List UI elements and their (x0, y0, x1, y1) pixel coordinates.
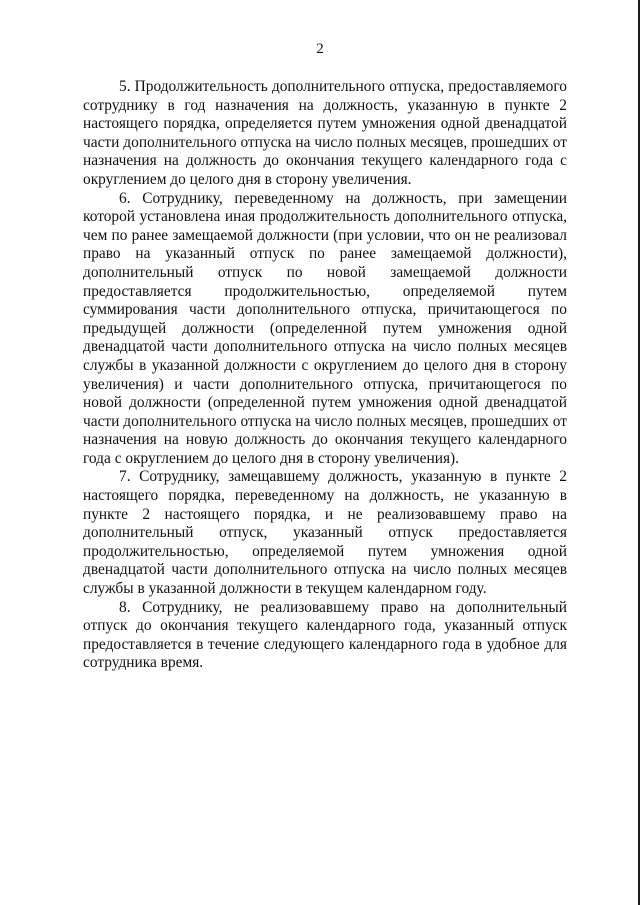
paragraph-6: 6. Сотруднику, переведенному на должность, при замещении которой установлена иная продолжительность дополнительного отпуска, чем по ранее замещаемой должности (при условии, что он не реализовал право на указанный отпуск по ранее замещаемой должности), дополнительный отпуск по новой замещаемой должности предоставляется продолжительностью, определяемой путем суммирования части дополнительного отпуска, причитающегося по предыдущей должности (определенной путем умножения одной двенадцатой части дополнительного отпуска на число полных месяцев службы в указанной должности с округлением до целого дня в сторону увеличения) и части дополнительного отпуска, причитающегося по новой должности (определенной путем умножения одной двенадцатой части дополнительного отпуска на число полных месяцев, прошедших от назначения на новую должность до окончания текущего календарного года с округлением до целого дня в сторону увеличения). (83, 189, 567, 467)
document-body (83, 78, 567, 673)
paragraph-8: 8. Сотруднику, не реализовавшему право на дополнительный отпуск до окончания текущего календарного года, указанный отпуск предоставляется в течение следующего календарного года в удобное для сотрудника время. (83, 598, 567, 672)
paragraph-7: 7. Сотруднику, замещавшему должность, указанную в пункте 2 настоящего порядка, переведенному на должность, не указанную в пункте 2 настоящего порядка, и не реализовавшему право на дополнительный отпуск, указанный отпуск предоставляется продолжительностью, определяемой путем умножения одной двенадцатой части дополнительного отпуска на число полных месяцев службы в указанной должности в текущем календарном году. (83, 468, 567, 598)
page-number: 2 (316, 41, 324, 57)
paragraph-5: 5. Продолжительность дополнительного отпуска, предоставляемого сотруднику в год назначения на должность, указанную в пункте 2 настоящего порядка, определяется путем умножения одной двенадцатой части дополнительного отпуска на число полных месяцев, прошедших от назначения на должность до окончания текущего календарного года с округлением до целого дня в сторону увеличения. (83, 78, 567, 188)
